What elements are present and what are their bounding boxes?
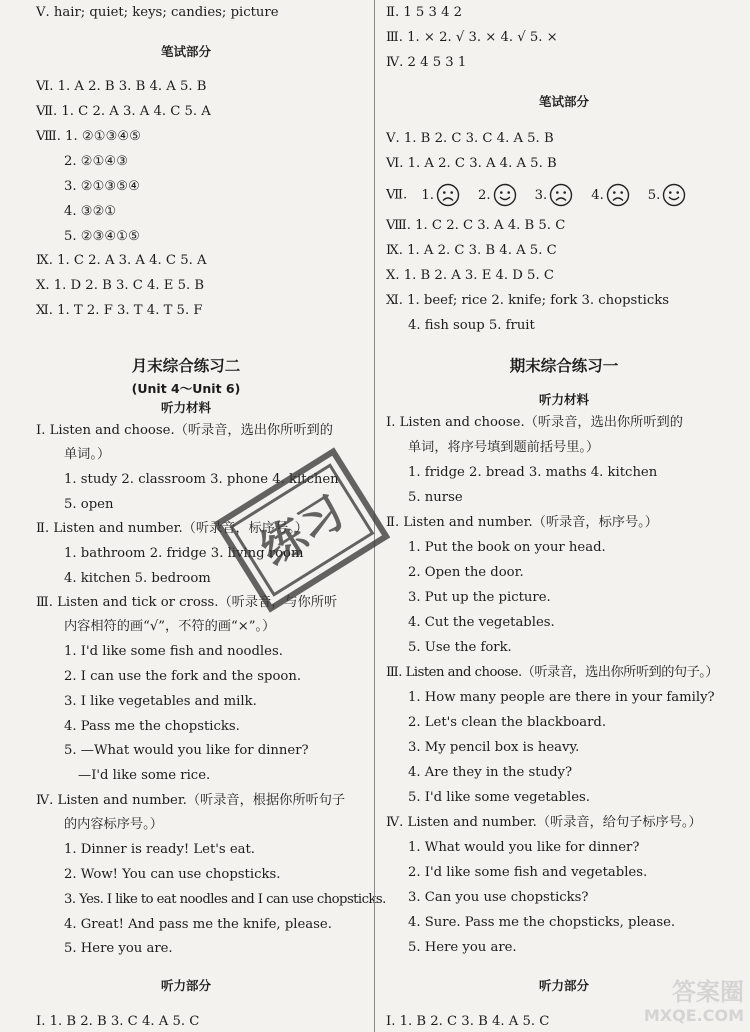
answer-line: Ⅵ. 1. A 2. C 3. A 4. A 5. B [386, 156, 557, 171]
answer-line: Ⅹ. 1. D 2. B 3. C 4. E 5. B [36, 278, 205, 293]
section-title: 期末综合练习一 [509, 357, 619, 375]
question-prompt: Ⅰ. Listen and choose.（听录音，选出你所听到的 [36, 423, 333, 438]
answer-line: 1. Put the book on your head. [408, 540, 606, 555]
face-number: 1. [421, 187, 435, 203]
answer-line: 5. nurse [408, 490, 463, 505]
answer-line: 5. Here you are. [64, 941, 173, 956]
answer-line: Ⅶ. 1. C 2. A 3. A 4. C 5. A [36, 104, 211, 119]
question-prompt: Ⅱ. Listen and number.（听录音，标序号。） [386, 515, 658, 530]
question-prompt: Ⅰ. Listen and choose.（听录音，选出你所听到的 [386, 415, 683, 430]
answer-line: 2. Wow! You can use chopsticks. [64, 867, 281, 882]
answer-line: Ⅷ. 1. ②①③④⑤ [36, 129, 142, 144]
answer-line: 4. Great! And pass me the knife, please. [64, 917, 332, 932]
answer-line: 4. fish soup 5. fruit [408, 318, 535, 333]
answer-line: 1. I'd like some fish and noodles. [64, 644, 283, 659]
answer-line: Ⅸ. 1. C 2. A 3. A 4. C 5. A [36, 253, 207, 268]
unit-range: (Unit 4～Unit 6) [131, 381, 241, 396]
stamp-text: 练习 [251, 486, 354, 577]
face-row-label: Ⅶ. [386, 187, 408, 203]
question-prompt: 单词。） [64, 447, 111, 462]
answer-line: 2. I'd like some fish and vegetables. [408, 865, 648, 880]
happy-face-icon [662, 183, 686, 207]
answer-line: Ⅹ. 1. B 2. A 3. E 4. D 5. C [386, 268, 554, 283]
right-column [378, 0, 750, 1032]
answer-line: Ⅲ. 1. × 2. √ 3. × 4. √ 5. × [386, 30, 558, 45]
answer-line: 1. study 2. classroom 3. phone 4. kitchen [64, 472, 339, 487]
answer-line: —I'd like some rice. [78, 768, 211, 783]
answer-line: 3. Put up the picture. [408, 590, 551, 605]
answer-line: Ⅳ. 2 4 5 3 1 [386, 55, 467, 70]
site-watermark [644, 980, 744, 1028]
section-heading: 听力部分 [160, 978, 211, 993]
question-prompt: Ⅱ. Listen and number.（听录音，标序号。） [36, 521, 308, 536]
sad-face-icon [606, 183, 630, 207]
answer-line: 2. Open the door. [408, 565, 524, 580]
answer-line: 1. How many people are there in your family? [408, 690, 715, 705]
answer-line: Ⅸ. 1. A 2. C 3. B 4. A 5. C [386, 243, 557, 258]
answer-line: 1. Dinner is ready! Let's eat. [64, 842, 255, 857]
watermark-line: 答案圈 [672, 978, 744, 1006]
face-number: 2. [478, 187, 491, 203]
answer-line: Ⅷ. 1. C 2. C 3. A 4. B 5. C [386, 218, 566, 233]
question-prompt: Ⅳ. Listen and number.（听录音，根据你所听句子 [36, 793, 346, 808]
answer-line: Ⅰ. 1. B 2. C 3. B 4. A 5. C [386, 1014, 550, 1029]
answer-line: 1. What would you like for dinner? [408, 840, 640, 855]
question-prompt: 单词，将序号填到题前括号里。） [408, 440, 600, 455]
answer-line: 4. Sure. Pass me the chopsticks, please. [408, 915, 676, 930]
section-heading: 笔试部分 [538, 94, 589, 109]
answer-line: Ⅰ. 1. B 2. B 3. C 4. A 5. C [36, 1014, 200, 1029]
answer-line: 5. I'd like some vegetables. [408, 790, 590, 805]
face-number: 5. [647, 187, 661, 203]
answer-line: 3. ②①③⑤④ [64, 179, 140, 194]
answer-line: 5. Here you are. [408, 940, 517, 955]
answer-line: 3. Yes. I like to eat noodles and I can use chopsticks. [64, 892, 386, 907]
answer-line: Ⅺ. 1. T 2. F 3. T 4. T 5. F [36, 303, 203, 318]
happy-face-icon [493, 183, 517, 207]
stamp-watermark [212, 440, 392, 620]
answer-line: 5. open [64, 497, 114, 512]
answer-line: 4. Pass me the chopsticks. [64, 719, 240, 734]
answer-line: 2. Let's clean the blackboard. [408, 715, 607, 730]
answer-line: 2. I can use the fork and the spoon. [64, 669, 302, 684]
face-number: 3. [534, 187, 548, 203]
answer-line: Ⅴ. 1. B 2. C 3. C 4. A 5. B [386, 131, 554, 146]
answer-line: 3. I like vegetables and milk. [64, 694, 257, 709]
answer-line: 3. My pencil box is heavy. [408, 740, 580, 755]
answer-line: Ⅱ. 1 5 3 4 2 [386, 5, 463, 20]
answer-line: 4. Are they in the study? [408, 765, 573, 780]
answer-line: 1. bathroom 2. fridge 3. living room [64, 546, 304, 561]
section-heading: 听力材料 [160, 400, 211, 415]
section-title: 月末综合练习二 [131, 357, 241, 375]
section-heading: 听力部分 [538, 978, 589, 993]
answer-line: Ⅺ. 1. beef; rice 2. knife; fork 3. chopsticks [386, 293, 669, 308]
sad-face-icon [549, 183, 573, 207]
answer-line: 4. Cut the vegetables. [408, 615, 555, 630]
answer-line: Ⅴ. hair; quiet; keys; candies; picture [36, 5, 279, 20]
answer-line: Ⅵ. 1. A 2. B 3. B 4. A 5. B [36, 79, 207, 94]
question-prompt: Ⅲ. Listen and tick or cross.（听录音，与你所听 [36, 595, 338, 610]
question-prompt: Ⅳ. Listen and number.（听录音，给句子标序号。） [386, 815, 702, 830]
answer-line: 5. ②③④①⑤ [64, 229, 140, 244]
face-list [411, 188, 694, 203]
watermark-url: MXQE.COM [643, 1006, 744, 1025]
answer-line: 5. —What would you like for dinner? [64, 743, 309, 758]
question-prompt: 的内容标序号。） [64, 817, 163, 832]
question-prompt: Ⅲ. Listen and choose.（听录音，选出你所听到的句子。） [386, 665, 719, 680]
answer-line: 3. Can you use chopsticks? [408, 890, 589, 905]
answer-line: 1. fridge 2. bread 3. maths 4. kitchen [408, 465, 658, 480]
answer-line: 4. ③②① [64, 204, 117, 219]
section-heading: 听力材料 [538, 392, 589, 407]
answer-line: 5. Use the fork. [408, 640, 512, 655]
face-answer-row [386, 183, 694, 207]
sad-face-icon [436, 183, 460, 207]
face-number: 4. [591, 187, 604, 203]
answer-line: 2. ②①④③ [64, 154, 129, 169]
question-prompt: 内容相符的画“√”，不符的画“×”。） [64, 619, 276, 634]
section-heading: 笔试部分 [160, 44, 211, 59]
answer-line: 4. kitchen 5. bedroom [64, 571, 211, 586]
